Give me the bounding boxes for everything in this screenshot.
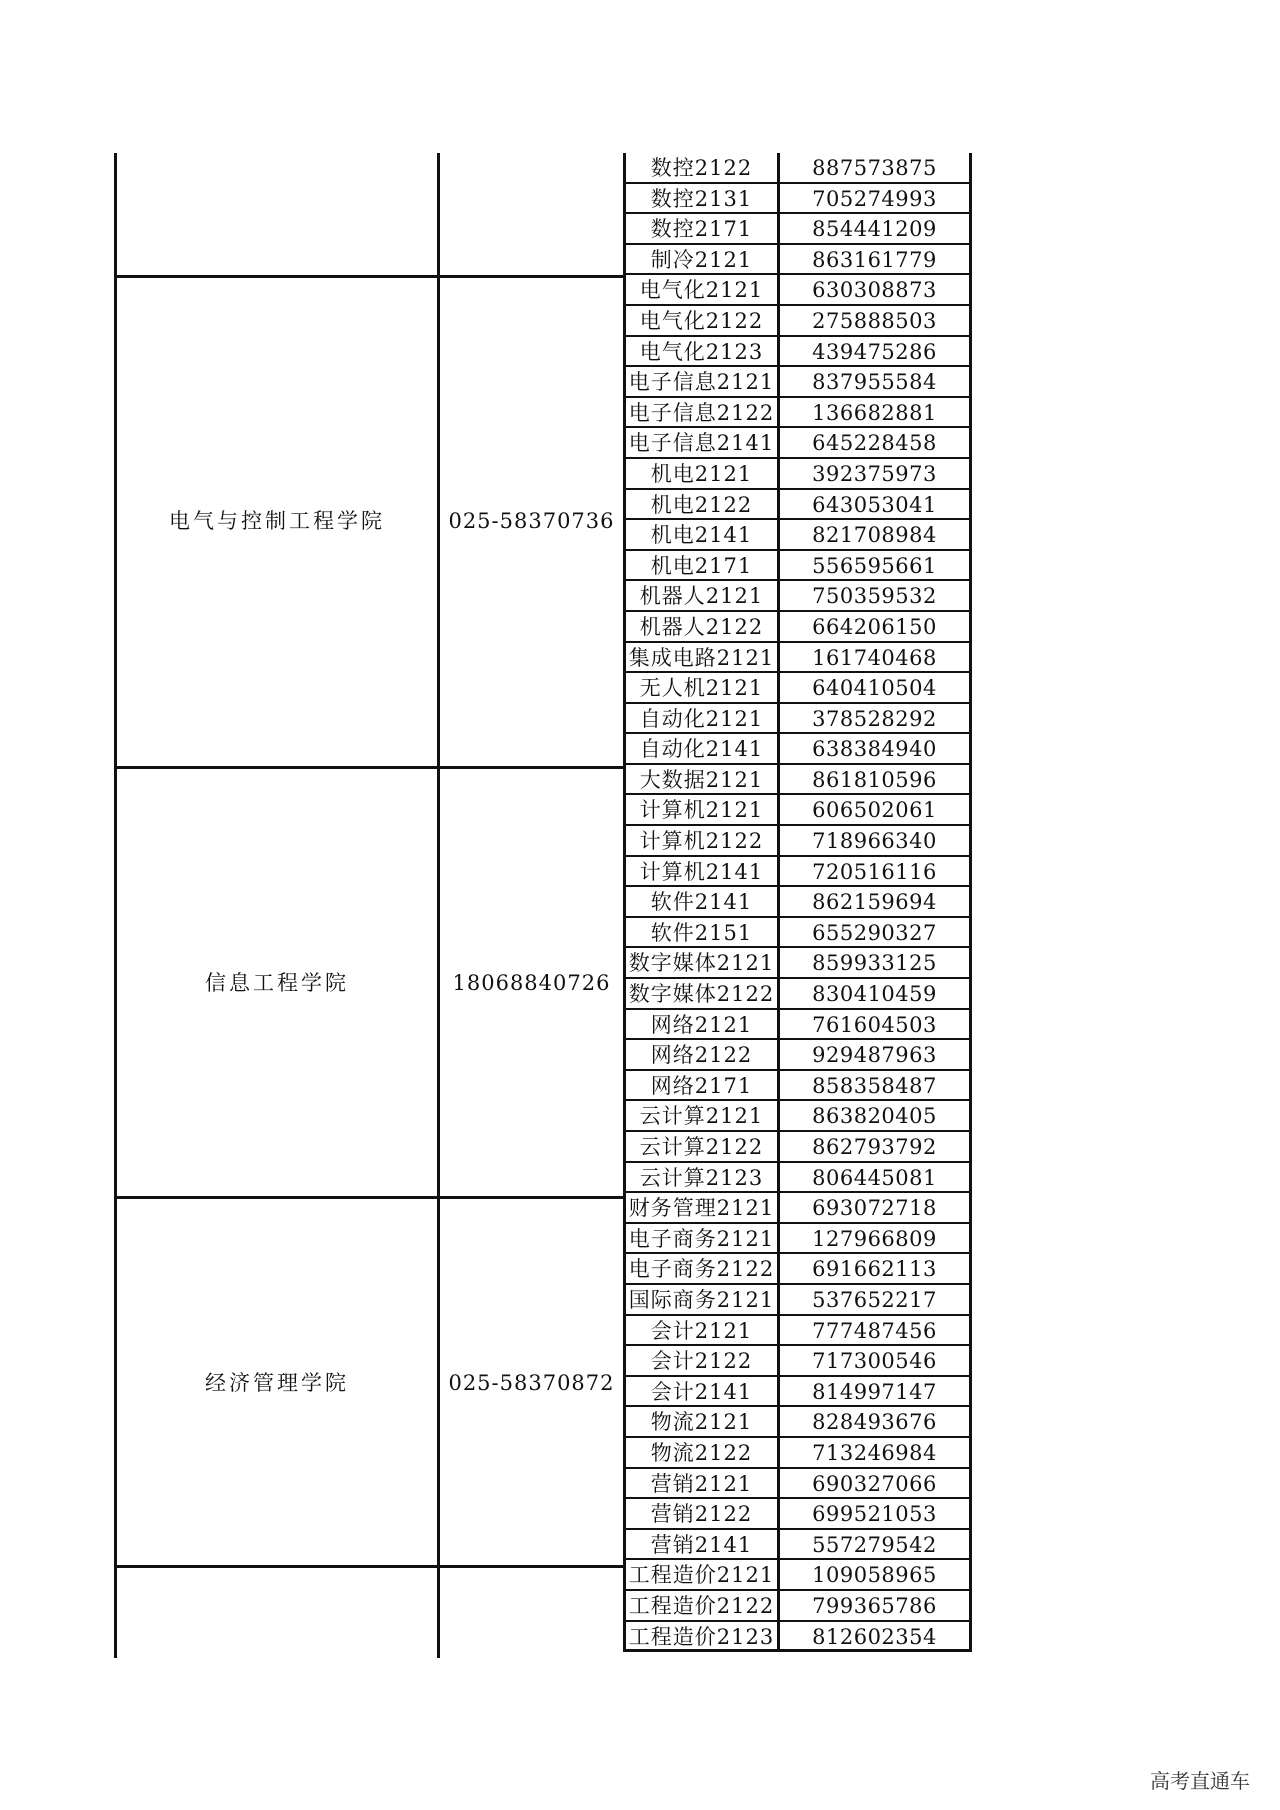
class-qq-table bbox=[623, 153, 972, 1652]
qq-number-cell: 858358487 bbox=[812, 1073, 937, 1098]
table-row bbox=[626, 1010, 969, 1041]
group-separator-2 bbox=[114, 766, 626, 769]
table-row bbox=[626, 704, 969, 735]
qq-number-cell: 887573875 bbox=[812, 156, 937, 180]
class-name-cell: 大数据2121 bbox=[626, 765, 780, 794]
class-name-cell: 物流2121 bbox=[626, 1407, 780, 1436]
table-row bbox=[626, 1254, 969, 1285]
qq-number-cell: 814997147 bbox=[812, 1379, 937, 1404]
qq-number-cell: 828493676 bbox=[812, 1410, 937, 1435]
class-name-cell: 营销2141 bbox=[626, 1530, 780, 1559]
class-name-cell: 物流2122 bbox=[626, 1438, 780, 1467]
class-name-cell: 机电2122 bbox=[626, 490, 780, 519]
table-row bbox=[626, 398, 969, 429]
qq-number-cell: 556595661 bbox=[812, 553, 937, 578]
table-row bbox=[626, 337, 969, 368]
class-name-cell: 机电2141 bbox=[626, 520, 780, 549]
group-separator-1 bbox=[114, 275, 626, 278]
qq-number-cell: 645228458 bbox=[812, 431, 937, 456]
college-phone-economics: 025-58370872 bbox=[448, 1371, 615, 1395]
class-name-cell: 营销2122 bbox=[626, 1499, 780, 1528]
college-phone-divider bbox=[437, 153, 440, 1658]
table-row bbox=[626, 490, 969, 521]
table-row bbox=[626, 1560, 969, 1591]
class-name-cell: 计算机2141 bbox=[626, 857, 780, 886]
qq-number-cell: 630308873 bbox=[812, 278, 937, 303]
qq-number-cell: 127966809 bbox=[812, 1226, 937, 1251]
table-row bbox=[626, 1407, 969, 1438]
qq-number-cell: 862793792 bbox=[812, 1135, 937, 1159]
qq-number-cell: 705274993 bbox=[812, 186, 937, 211]
class-name-cell: 机器人2121 bbox=[626, 581, 780, 610]
college-phone-electrical: 025-58370736 bbox=[448, 509, 615, 533]
class-name-cell: 数控2131 bbox=[626, 184, 780, 213]
table-row bbox=[626, 734, 969, 765]
qq-number-cell: 664206150 bbox=[812, 614, 937, 639]
class-name-cell: 无人机2121 bbox=[626, 673, 780, 702]
table-row bbox=[626, 306, 969, 337]
table-row bbox=[626, 1163, 969, 1194]
table-row bbox=[626, 887, 969, 918]
class-name-cell: 机电2121 bbox=[626, 459, 780, 488]
qq-number-cell: 699521053 bbox=[812, 1502, 937, 1527]
qq-number-cell: 537652217 bbox=[812, 1287, 937, 1312]
watermark: 高考直通车 bbox=[1150, 1769, 1250, 1793]
class-name-cell: 云计算2123 bbox=[626, 1163, 780, 1192]
class-name-cell: 电气化2123 bbox=[626, 337, 780, 366]
table-row bbox=[626, 1101, 969, 1132]
qq-number-cell: 761604503 bbox=[812, 1012, 937, 1037]
class-name-cell: 电子商务2122 bbox=[626, 1254, 780, 1283]
group-separator-3 bbox=[114, 1196, 626, 1199]
qq-number-cell: 863820405 bbox=[812, 1104, 937, 1129]
table-row bbox=[626, 1438, 969, 1469]
class-name-cell: 自动化2121 bbox=[626, 704, 780, 733]
table-row bbox=[626, 857, 969, 888]
class-name-cell: 自动化2141 bbox=[626, 734, 780, 763]
class-name-cell: 电子商务2121 bbox=[626, 1224, 780, 1253]
qq-number-cell: 136682881 bbox=[812, 400, 937, 425]
table-row bbox=[626, 1316, 969, 1347]
qq-number-cell: 777487456 bbox=[812, 1318, 937, 1343]
qq-number-cell: 862159694 bbox=[812, 890, 937, 915]
table-row bbox=[626, 1591, 969, 1622]
group-separator-4 bbox=[114, 1565, 626, 1568]
qq-number-cell: 863161779 bbox=[812, 247, 937, 272]
qq-number-cell: 638384940 bbox=[812, 737, 937, 762]
table-row bbox=[626, 1469, 969, 1500]
qq-number-cell: 859933125 bbox=[812, 951, 937, 976]
class-name-cell: 机电2171 bbox=[626, 551, 780, 580]
college-phone-information: 18068840726 bbox=[452, 971, 611, 995]
table-row bbox=[626, 245, 969, 276]
table-row bbox=[626, 826, 969, 857]
table-row bbox=[626, 1285, 969, 1316]
qq-number-cell: 718966340 bbox=[812, 829, 937, 854]
table-row bbox=[626, 428, 969, 459]
class-name-cell: 云计算2122 bbox=[626, 1132, 780, 1161]
class-name-cell: 云计算2121 bbox=[626, 1101, 780, 1130]
qq-number-cell: 861810596 bbox=[812, 767, 937, 792]
qq-number-cell: 690327066 bbox=[812, 1471, 937, 1496]
qq-number-cell: 161740468 bbox=[812, 645, 937, 670]
class-name-cell: 计算机2122 bbox=[626, 826, 780, 855]
table-row bbox=[626, 581, 969, 612]
class-name-cell: 网络2121 bbox=[626, 1010, 780, 1039]
class-name-cell: 软件2151 bbox=[626, 918, 780, 947]
class-name-cell: 计算机2121 bbox=[626, 795, 780, 824]
qq-number-cell: 439475286 bbox=[812, 339, 937, 364]
table-row bbox=[626, 643, 969, 674]
table-row bbox=[626, 612, 969, 643]
table-row bbox=[626, 184, 969, 215]
qq-number-cell: 837955584 bbox=[812, 370, 937, 395]
table-row bbox=[626, 979, 969, 1010]
qq-number-cell: 750359532 bbox=[812, 584, 937, 609]
class-name-cell: 电气化2121 bbox=[626, 275, 780, 304]
qq-number-cell: 691662113 bbox=[812, 1257, 937, 1282]
class-name-cell: 数控2122 bbox=[626, 153, 780, 182]
table-row bbox=[626, 765, 969, 796]
table-row bbox=[626, 551, 969, 582]
class-name-cell: 财务管理2121 bbox=[626, 1193, 780, 1222]
qq-number-cell: 643053041 bbox=[812, 492, 937, 517]
class-name-cell: 网络2171 bbox=[626, 1071, 780, 1100]
qq-number-cell: 392375973 bbox=[812, 461, 937, 486]
table-row bbox=[626, 459, 969, 490]
table-row bbox=[626, 367, 969, 398]
college-name-electrical: 电气与控制工程学院 bbox=[169, 509, 385, 533]
class-name-cell: 会计2121 bbox=[626, 1316, 780, 1345]
class-name-cell: 电子信息2141 bbox=[626, 428, 780, 457]
college-name-information: 信息工程学院 bbox=[205, 971, 349, 995]
class-name-cell: 会计2141 bbox=[626, 1377, 780, 1406]
class-name-cell: 工程造价2121 bbox=[626, 1560, 780, 1589]
class-name-cell: 电气化2122 bbox=[626, 306, 780, 335]
table-row bbox=[626, 1040, 969, 1071]
table-row bbox=[626, 795, 969, 826]
table-row bbox=[626, 1071, 969, 1102]
qq-number-cell: 557279542 bbox=[812, 1532, 937, 1557]
qq-number-cell: 640410504 bbox=[812, 676, 937, 701]
class-name-cell: 数控2171 bbox=[626, 214, 780, 243]
class-name-cell: 数字媒体2121 bbox=[626, 948, 780, 977]
class-name-cell: 机器人2122 bbox=[626, 612, 780, 641]
qq-number-cell: 929487963 bbox=[812, 1043, 937, 1068]
table-row bbox=[626, 1346, 969, 1377]
class-name-cell: 工程造价2122 bbox=[626, 1591, 780, 1620]
table-row bbox=[626, 1622, 969, 1653]
qq-number-cell: 799365786 bbox=[812, 1593, 937, 1618]
table-row bbox=[626, 153, 969, 184]
table-row bbox=[626, 1377, 969, 1408]
class-name-cell: 会计2122 bbox=[626, 1346, 780, 1375]
qq-number-cell: 806445081 bbox=[812, 1165, 937, 1190]
college-name-economics: 经济管理学院 bbox=[205, 1371, 349, 1395]
class-name-cell: 电子信息2122 bbox=[626, 398, 780, 427]
class-name-cell: 工程造价2123 bbox=[626, 1622, 780, 1650]
table-left-border bbox=[114, 153, 117, 1658]
class-name-cell: 营销2121 bbox=[626, 1469, 780, 1498]
qq-number-cell: 378528292 bbox=[812, 706, 937, 731]
table-row bbox=[626, 1132, 969, 1163]
qq-number-cell: 693072718 bbox=[812, 1196, 937, 1221]
qq-number-cell: 275888503 bbox=[812, 308, 937, 333]
class-name-cell: 制冷2121 bbox=[626, 245, 780, 274]
table-row bbox=[626, 1499, 969, 1530]
table-row bbox=[626, 1530, 969, 1561]
table-row bbox=[626, 673, 969, 704]
qq-number-cell: 717300546 bbox=[812, 1349, 937, 1374]
table-row bbox=[626, 918, 969, 949]
class-name-cell: 数字媒体2122 bbox=[626, 979, 780, 1008]
table-row bbox=[626, 1193, 969, 1224]
qq-number-cell: 606502061 bbox=[812, 798, 937, 823]
table-row bbox=[626, 520, 969, 551]
table-row bbox=[626, 1224, 969, 1255]
class-name-cell: 电子信息2121 bbox=[626, 367, 780, 396]
qq-number-cell: 109058965 bbox=[812, 1563, 937, 1588]
qq-number-cell: 821708984 bbox=[812, 523, 937, 548]
table-row bbox=[626, 214, 969, 245]
table-row bbox=[626, 948, 969, 979]
class-name-cell: 网络2122 bbox=[626, 1040, 780, 1069]
table-row bbox=[626, 275, 969, 306]
qq-number-cell: 830410459 bbox=[812, 982, 937, 1007]
qq-number-cell: 720516116 bbox=[812, 859, 937, 884]
qq-number-cell: 655290327 bbox=[812, 920, 937, 945]
class-name-cell: 软件2141 bbox=[626, 887, 780, 916]
qq-number-cell: 713246984 bbox=[812, 1440, 937, 1465]
qq-number-cell: 812602354 bbox=[812, 1624, 937, 1649]
qq-number-cell: 854441209 bbox=[812, 217, 937, 242]
class-name-cell: 国际商务2121 bbox=[626, 1285, 780, 1314]
class-name-cell: 集成电路2121 bbox=[626, 643, 780, 672]
